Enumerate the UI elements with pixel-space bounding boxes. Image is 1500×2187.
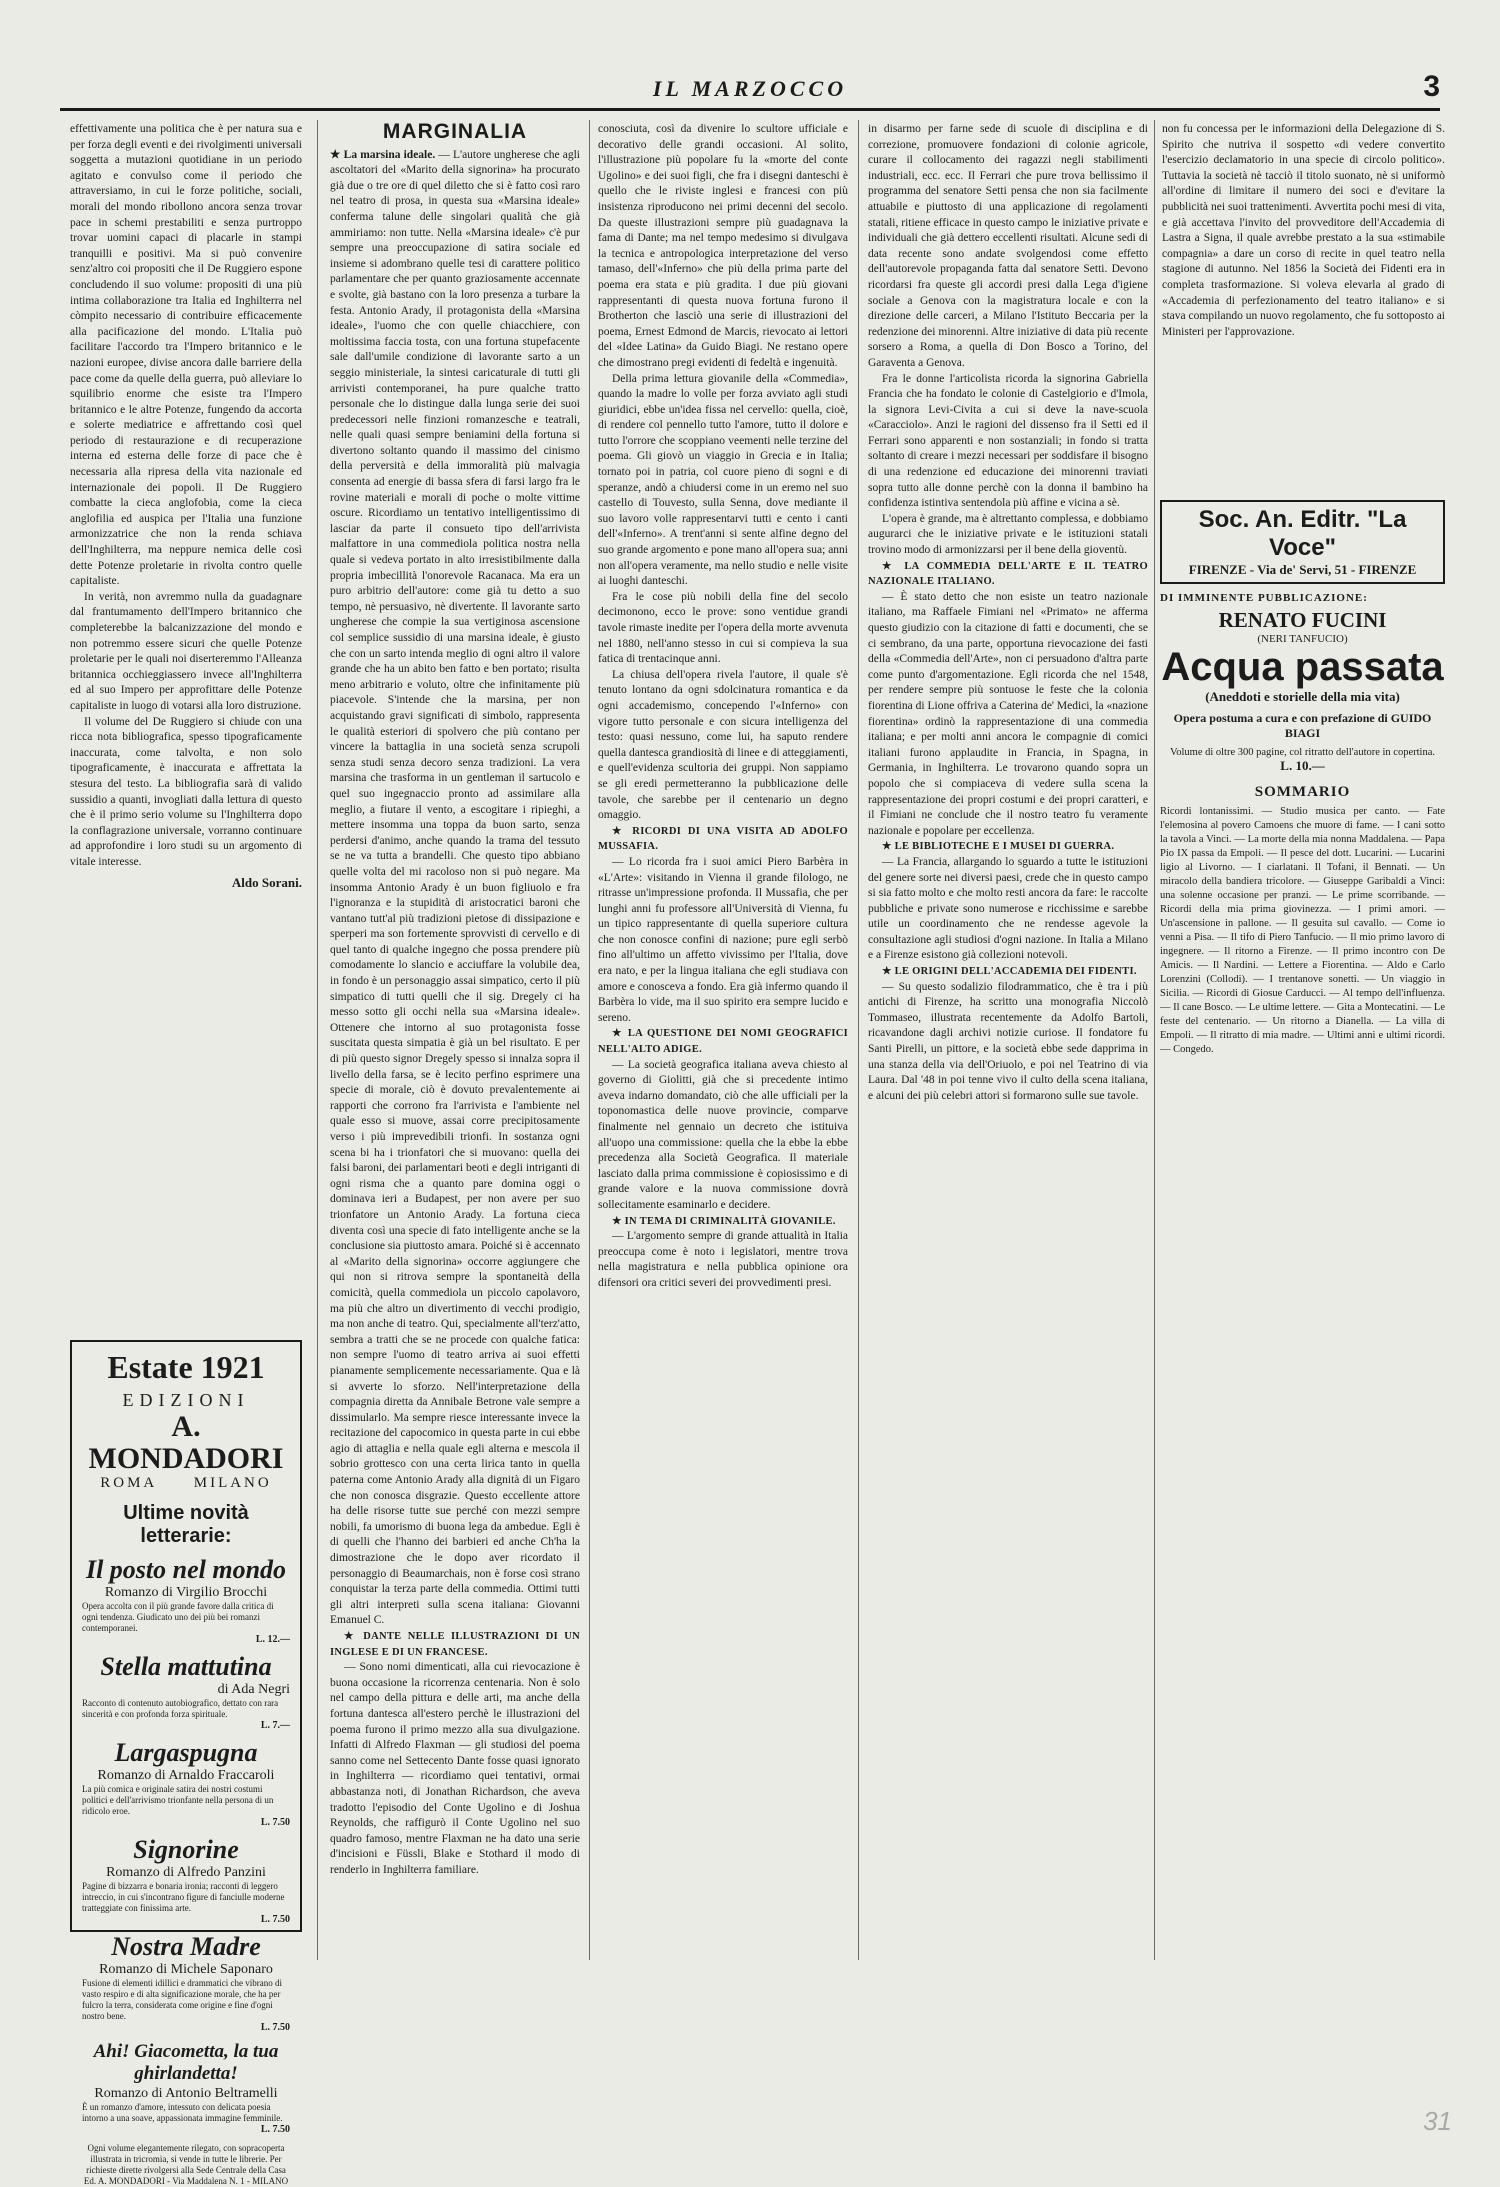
book-desc: Racconto di contenuto autobiografico, dettato con rara sincerità e con profonda forza spirituale.: [82, 1698, 279, 1719]
ad-forthcoming: DI IMMINENTE PUBBLICAZIONE:: [1160, 592, 1368, 604]
book-author: Romanzo di Alfredo Panzini: [106, 1865, 266, 1880]
article-paragraph: La chiusa dell'opera rivela l'autore, il quale s'è tenuto lontano da ogni sdolcinatura romantica e da ogni accademismo, concependo l'«Inferno» con vigore tutto personale e con sicura intelligenza del testo: quasi nessuno, come lui, ha saputo rendere quella dantesca grandiosità di linee e di atteggiamenti, e quell'evidenza scultoria dei gruppi. Non sappiamo se gli eredi permetteranno la pubblicazione delle tavole, che sarebbe per il centenario un degno omaggio.: [598, 668, 848, 822]
book-price: L. 7.50: [260, 1914, 290, 1925]
article-paragraph: L'opera è grande, ma è altrettanto complessa, e dobbiamo augurarci che le iniziative private e le istituzioni statali trovino modo di armonizzarsi per il bene della gioventù.: [868, 512, 1148, 557]
archive-stamp: 31: [1423, 2106, 1452, 2136]
article-paragraph: — L'autore ungherese che agli ascoltatori del «Marito della signorina» ha procurato già due o tre ore di quel diletto che si è fatto così raro nel teatro di prosa, in questa sua «Marsina ideale» conferma talune delle singolari qualità che già ammiriamo: non tutte. Nella «Marsina ideale» c'è pur sempre una preoccupazione di satira sociale ed insieme si adombrano quelle tesi di carattere politico parlamentare che per quanto graziosamente accennate e svolte, già bastano con la loro presenza a turbare la festa. Antonio Arady, il protagonista della «Marsina ideale», l'uomo che con quelle chiacchiere, con moltissima faccia tosta, con una fortuna stupefacente sale dall'umile condizione di lavorante sarto a un seggio ministeriale, la sintesi caricaturale di tutti gli arrivisti contemporanei, ha pure qualche tratto personale che lo distingue dalla lunga serie dei suoi predecessori nelle finzioni romanzesche e teatrali, nelle quali quasi sempre beniamini della fortuna si divertono soltanto quando il massimo del cinismo della perversità e della immoralità più malvagia consenta ad energie di bassa sfera di farsi largo fra le rovine materiali e morali di poche o molte vittime oscure. Ricordiamo un tentativo intelligentissimo di lasciar da parte il consueto tipo dell'arrivista malfattore in una commediola politica nostra nella quale si vedeva portato in alto irresistibilmente dalla propria imbecillità l'onorevole Racanaca. Ma era un puro arbitrio dell'autore: come già tu detto a suo tempo, nè persuasivo, nè divertente. Il lavorante sarto ungherese che compie la sua vertiginosa ascensione col semplice sussidio di una marsina ideale, è giusto che con un sarto intenda meglio di ogni altro il valore grande che ha un abito ben fatto e ben portato; risulta meno arbitrario e voluto, oltre che infinitamente più piacevole. S'intende che la marsina, per non acquistando gravi significati di simbolo, rappresenta le qualità esteriori di spolvero che più contano per vincere la battaglia in una società senza scrupoli senza studi senza decoro senza tradizioni. La vera marsina che trasforma in un gentleman il sartucolo e quel suo ingegnaccio pronto ad assimilare alla meglio, a fiutare il vento, a escogitare i ripieghi, a mettere insomma una toppa da buon sarto, senza perdersi d'animo, anche quando la trama del tessuto se ne va tutta a brandelli. Che questo tipo abbiano quelle volta del mi racoloso non si può negare. Ma insomma Antonio Arady è un buon figliuolo e fra l'ignoranza e la stupidità di aristocratici baroni che vantano tutt'al più tradizioni pietose di dissipazione e sperperi ma son fortemente sprovvisti di cervello e di quel tanto di qualche ingegno che possa prendere più comodamente lo slancio e acciuffare la volubile dea, in fondo è un personaggio assai simpatico, certo il più simpatico di tutti quelli che il sig. Dregely ci ha messo sotto gli occhi nella sua «Marsina ideale». Ottenere che intorno al suo protagonista fosse suscitata questa simpatia è già un bel risultato. E per di più questo signor Dregely spesso si innalza sopra il livello della farsa, se è lecito perfino esprimere una specie di morale, ciò è dovuto prevalentemente ai rapporti che corrono fra l'arrivista e l'ambiente nel quale esso si muove, assai corre precipitosamente verso i più imprevedibili trionfi. In sostanza ogni scena bi ha i trionfatori che si muovano: quella dei falsi baroni, dei parlamentari beoti e degli intriganti di ogni risma che a quanto pare domina oggi o dominava ieri a Budapest, per non avere per suo trionfatore un Antonio Arady. La fortuna cieca diventa così una specie di fato intelligente anche se la conclusione sia piuttosto amara. Poiché si è accennato al «Marito della signorina» occorre aggiungere che qui non si ritrova sempre la spontaneità della comicità, quella commediola un piccolo capolavoro, ma più che altro un divertimento di vecchi prodigio, ma non anche di teatro. Qui, specialmente all'terz'atto, sembra a tratti che se ne procede con qualche fatica: non sempre l'uomo di teatro arriva ai suoi effetti pianamente semplicemente necessariamente. Qua e là si avverte lo sforzo. Nell'interpretazione della compagnia diretta da Annibale Betrone vale sempre a dissimularlo. Ma sempre riesce interessante invece la recitazione del capocomico in questa parte in cui ebbe agio di attaglia e nella quale egli alterna e mescola il sobrio grottesco con una certa lirica tanto in quella paterna come Antonio Arady alla dignità di un Figaro che non conosca disgrazie. Questo eccellente attore ha delle risorse tutte sue perché con mezzi sempre nobili, fa umorismo di buona lega da ambedue. Egli è di quelli che l'hanno dei barbieri ed anche Ch'ha la dimostrazione che le dopo aver ricordato il personaggio di Beaumarchais, non è forse così strano conquistar la terza parte della commedia. Ottimi tutti gli altri interpreti sulla scena italiana: Giovanni Emanuel C.: [330, 148, 580, 1627]
column-3: [598, 122, 848, 1952]
column-divider: [858, 120, 859, 1960]
ad-company: Soc. An. Editr. "La Voce": [1198, 506, 1407, 561]
news-headline: ★ DANTE NELLE ILLUSTRAZIONI DI UN INGLESE E DI UN FRANCESE.: [330, 1631, 580, 1658]
column-1: [70, 122, 302, 1330]
ad-sommario-text: Ricordi lontanissimi. — Studio musica per canto. — Fate l'elemosina al povero Camoens che muore di fame. — I cani sotto la tavola a Vinci. — La morte della mia nonna Maddalena. — Papa Pio IX passa da Empoli. — Il pesce del dott. Lucarini. — Lucarini ligio al Livorno. — I ciarlatani. Il Tofani, il Bennati. — Un miracolo della bandiera tricolore. — Giuseppe Garibaldi a Vinci: una solenne occasione per pranzi. — Le prime scorribande. — Ricordi della mia prima giovinezza. — I primi amori. — Un'ascensione in pallone. — Il gesuita sul cavallo. — Come io venni a Pisa. — Il tifo di Piero Tanfucio. — Il mio primo lavoro di ingegnere. — Il ritorno a Firenze. — Il primo incontro con De Amicis. — Il Nardini. — Lettere a Fiorentina. — Aldo e Carlo Lorenzini (Collodi). — I trentanove sonetti. — Un viaggio in Sicilia. — Ricordi di Giosue Carducci. — Al tempo dell'influenza. — Il cane Bosco. — Le ultime lettere. — Gita a Montecatini. — Le feste del centenario. — Un ritorno a Dianella. — La villa di Empoli. — Il ritratto di mia madre. — Ultimi anni e ultimi ricordi. — Congedo.: [1160, 806, 1445, 1055]
book-author: Romanzo di Antonio Beltramelli: [94, 2086, 278, 2101]
ad-author: RENATO FUCINI: [1218, 608, 1387, 632]
page-header: [60, 70, 1440, 110]
news-text: — La società geografica italiana aveva chiesto al governo di Giolitti, già che si precedente intimo aveva indarno domandato, ciò che alle ufficiali per la toponomastica delle nuove provincie, comparve finalmente nel gennaio un decreto che istituiva all'uopo una commissione: quella che la ebbe la ebbe precedenza alla Società Geografica. Il materiale lasciato dalla prima commissione è copiosissimo e di grande valore e la nuova commissione dovrà sollecitamente esaminarlo e decidere.: [598, 1058, 848, 1211]
ad-edizioni: EDIZIONI: [122, 1390, 250, 1410]
ad-publisher: A. MONDADORI: [88, 1410, 284, 1475]
ad-volume-note: Volume di oltre 300 pagine, col ritratto dell'autore in copertina.: [1170, 747, 1435, 758]
ad-cities: [82, 1475, 290, 1492]
city-right: MILANO: [193, 1475, 272, 1491]
book-title: Signorine: [133, 1835, 239, 1864]
article-paragraph: In verità, non avremmo nulla da guadagnare dal frantumamento dell'Impero britannico che completerebbe la balcanizzazione del mondo e non potremmo essere sicuri che quelle Potenze proletarie per le quali noi diserteremmo l'Alleanza britannica occhieggiassero invece all'Inghilterra ed al suo Impero per approfittare delle Potenze capitaliste in luogo di votarsi alla loro distruzione.: [70, 590, 302, 712]
news-headline: ★ LE ORIGINI DELL'ACCADEMIA DEI FIDENTI.: [882, 966, 1137, 978]
news-text: — Lo ricorda fra i suoi amici Piero Barbèra in «L'Arte»: visitando in Vienna il grande filologo, ne ritrasse un'impressione profonda. Il Mussafia, che per lunghi anni fu professore all'Università di Vienna, fu un tipico rappresentante di quella superiore cultura che non conosce confini di nazione; pure egli serbò fino all'ultimo un affetto vivissimo per l'Italia, dove era nato, e per la lingua italiana che egli studiava con amore e conosceva a fondo. Era già infermo quando il Barbèra lo vide, ma il suo spirito era sempre lucido e sereno.: [598, 855, 848, 1024]
book-price: L. 7.50: [260, 2022, 290, 2033]
book-price: L. 12.—: [255, 1634, 290, 1645]
book-desc: Opera accolta con il più grande favore dalla critica di ogni tendenza. Giudicato uno dei più bei romanzi contemporanei.: [82, 1601, 274, 1633]
header-rule: [60, 108, 1440, 111]
column-divider: [317, 120, 318, 1960]
news-headline: ★ RICORDI DI UNA VISITA AD ADOLFO MUSSAFIA.: [598, 825, 848, 853]
column-divider: [1154, 120, 1155, 1960]
ad-book-subtitle: (Aneddoti e storielle della mia vita): [1205, 689, 1400, 704]
page-number: 3: [1423, 70, 1440, 103]
book-desc: È un romanzo d'amore, intessuto con delicata poesia intorno a una soave, appassionata immagine femminile.: [82, 2102, 283, 2123]
book-title: Nostra Madre: [111, 1932, 261, 1961]
ad-address: FIRENZE - Via de' Servi, 51 - FIRENZE: [1188, 562, 1417, 577]
ad-book: [82, 2041, 290, 2135]
book-author: Romanzo di Arnaldo Fraccaroli: [97, 1768, 275, 1783]
article-paragraph: Fra le donne l'articolista ricorda la signorina Gabriella Francia che ha fondato le colonie di Castelgiorio e d'Imola, la signora Levi-Civita a cui si deve la nave-scuola «Caracciolo». Anzi le ragioni del dissenso fra il Setti ed il Ferrari sono apparenti e non sostanziali; in fondo si tratta soltanto di creare i mezzi necessari per soddisfare il bisogno di una redenzione ed educazione dei minorenni traviati sopra tutto alle donne perchè con la donna il bambino ha confidenza istintiva sentendola più affine e vicina a sè.: [868, 372, 1148, 510]
ad-book: [82, 1836, 290, 1925]
ad-headline: Estate 1921: [107, 1349, 265, 1385]
la-voce-advertisement: [1160, 500, 1445, 1940]
book-author: Romanzo di Michele Saponaro: [99, 1962, 273, 1977]
article-paragraph: Fra le cose più nobili della fine del secolo decimonono, ecco le prove: sono ventidue grandi tavole rimaste inedite per l'opera della morte avvenuta nel 1880, nell'anno stesso in cui si compieva la sua fatica di trentacinque anni.: [598, 590, 848, 666]
news-text: — L'argomento sempre di grande attualità in Italia preoccupa come è noto i legislatori, mentre trova nella magistratura e nella pubblica opinione ora difensori ora critici severi dei provvedimenti presi.: [598, 1230, 848, 1289]
book-price: L. 7.50: [260, 1817, 290, 1828]
ad-price: L. 10.—: [1280, 758, 1325, 773]
book-desc: Fusione di elementi idillici e drammatici che vibrano di vasto respiro e di alta significazione morale, che ha per fulcro la terra, considerata come origine e fine d'ogni nostro bene.: [82, 1978, 282, 2021]
ad-publisher-box: [1160, 500, 1445, 584]
book-title: Stella mattutina: [100, 1652, 272, 1681]
news-text: — Su questo sodalizio filodrammatico, che è tra i più antichi di Firenze, ha scritto una monografia Niccolò Tommaseo, illustrata recentemente da Adolfo Bartoli, ricavandone dagli archivi notizie curiose. Il fondatore fu Santi Pirelli, un pittore, e la società ebbe sede dapprima in una stanza della via dell'Oriuolo, e poi nel Teatrino di via Laura. Dal '48 in poi tenne vivo il culto della scena italiana, e alcuni dei più celebri attori si formarono sulle sue tavole.: [868, 980, 1148, 1102]
news-headline: ★ LA COMMEDIA DELL'ARTE E IL TEATRO NAZIONALE ITALIANO.: [868, 560, 1148, 588]
book-desc: Pagine di bizzarra e bonaria ironia; racconti di leggero intreccio, in cui s'incontrano figure di fanciulle moderne tratteggiate con finissima arte.: [82, 1881, 285, 1913]
mondadori-advertisement: [70, 1340, 302, 2186]
book-price: L. 7.50: [260, 2124, 290, 2135]
news-headline: ★ LE BIBLIOTECHE E I MUSEI DI GUERRA.: [882, 841, 1115, 853]
book-title: Largaspugna: [114, 1738, 258, 1767]
book-desc: La più comica e originale satira dei nostri costumi politici e dell'arrivismo trionfante nella persona di un ridicolo eroe.: [82, 1784, 274, 1816]
book-price: L. 7.—: [260, 1720, 290, 1731]
ad-book: [82, 1653, 290, 1731]
ad-opera-note: Opera postuma a cura e con prefazione di GUIDO BIAGI: [1173, 711, 1432, 740]
column-divider: [589, 120, 590, 1960]
news-text: — Sono nomi dimenticati, alla cui rievocazione è buona occasione la ricorrenza centenaria. Non è solo nel campo della pittura e delle arti, ma anche della fortuna dantesca all'estero perchè le illustrazioni del poema furono il primo mezzo alla sua divulgazione. Infatti di Alfredo Flaxman — gli studiosi del poema sanno come nel Settecento Dante fosse quasi ignorato in Inghilterra — ricordiamo quei tentativi, ormai abbastanza noti, di Jonathan Richardson, che aveva tradotto l'episodio del Conte Ugolino e di Joshua Reynolds, che raffigurò il Conte Ugolino nel suo quadro famoso, mentre Flaxman ne ha dato una serie d'incisioni e Füssli, Blake e Stothard il modo di renderlo in Inghilterra familiare.: [330, 1661, 580, 1876]
ad-ultime: Ultime novità letterarie:: [123, 1502, 249, 1547]
news-headline: ★ IN TEMA DI CRIMINALITÀ GIOVANILE.: [612, 1215, 836, 1227]
ad-book-title: Acqua passata: [1161, 645, 1444, 689]
news-text: — La Francia, allargando lo sguardo a tutte le istituzioni del genere sorte nei diversi paesi, crede che in questo campo si sia fatto molto e che molto resti ancora da fare: le raccolte pubbliche e private sono numerose e ricchissime e sarebbe utile un coordinamento che ne rendesse agevole la consultazione agli studiosi d'ogni nazione. In Italia a Milano e a Firenze esistono già collezioni notevoli.: [868, 855, 1148, 962]
newspaper-title: IL MARZOCCO: [652, 76, 848, 101]
ad-book: [82, 1556, 290, 1645]
column-5: [1162, 122, 1445, 488]
article-byline: Aldo Sorani.: [231, 874, 302, 890]
city-left: ROMA: [100, 1475, 158, 1491]
ad-book: [82, 1739, 290, 1828]
ad-footer: Ogni volume elegantemente rilegato, con sopracoperta illustrata in tricromia, si vende in tutte le librerie. Per richieste dirette rivolgersi alla Sede Centrale della Casa Ed. A. MONDADORI - Via Maddalena N. 1 - MILANO: [83, 2143, 289, 2186]
book-author: Romanzo di Virgilio Brocchi: [104, 1585, 268, 1600]
ad-book: [82, 1933, 290, 2033]
ad-sommario-heading: SOMMARIO: [1254, 784, 1351, 800]
column-2: [330, 122, 580, 1942]
ad-author-alias: (NERI TANFUCIO): [1257, 633, 1348, 645]
article-paragraph: effettivamente una politica che è per natura sua e per forza degli eventi e dei rivolgimenti universali soggetta a mutazioni quotidiane in un periodo agitato e convulso come il periodo che attraversiamo, in cui le forze politiche, sociali, morali del mondo ribollono ancora senza trovar pace in schemi prestabiliti e senza purtroppo trovar uomini capaci di placarle in stampi tranquilli e positivi. Ma si può convenire senz'altro coi propositi che il De Ruggiero espone concludendo il suo volume: propositi di una più intima collaborazione tra Italia ed Inghilterra nel còmpito necessario di contribuire efficacemente alla pacificazione del mondo. L'Italia può facilitare l'accordo tra l'Impero britannico e le nazioni europee, divise ancora dalle barriere della pace come da quelle della guerra, può alleviare lo squilibrio enorme che esiste tra l'Impero britannico e le altre Potenze, fungendo da accorta e solerte mediatrice e affrettando così quel periodo di restaurazione e di recuperazione interna ed esterna delle forze di pace che è necessaria alla ripresa della vita nazionale ed internazionale dei popoli. Il De Ruggiero combatte la cieca anglofobia, come la cieca anglofilia ed auspica per l'Italia una funzione armonizzatrice che non la renda schiava dell'Inghilterra, ma neppure nemica delle così dette Potenze proletarie in rivolta contro quelle capitaliste.: [70, 123, 302, 588]
news-text: — È stato detto che non esiste un teatro nazionale italiano, ma Raffaele Fimiani nel «Primato» ne afferma questo giudizio con la citazione di fatti e documenti, che se ci sembrano, da una parte, opportuna rievocazione dei fasti della «Commedia dell'Arte», non ci persuadono d'altra parte come punto d'argomentazione. Egli ricorda che nel 1548, per rendere sempre più sontuose le feste che la colonia fiorentina di Lione offriva a Caterina de' Medici, la «nazione fiorentina» ordinò la rappresentazione di una commedia italiana; e per molti anni ancora le compagnie di comici italiani furono applaudite in Francia, in Spagna, in Germania, in Inghilterra. Le trovarono quando sopra un popolo che si compiaceva di vedere sulla scena la rappresentazione dei propri costumi e dei propri caratteri, e il Fimiani ne conclude che il nostro teatro fu veramente nazionale e popolare per eccellenza.: [868, 590, 1148, 837]
article-subhead: ★ La marsina ideale.: [330, 148, 436, 161]
article-paragraph: conosciuta, così da divenire lo scultore ufficiale e decorativo delle grandi occasioni. Al solito, l'illustrazione più popolare fu la «morte del conte Ugolino» e dei suoi figli, che fra i disegni danteschi è quello che le riviste inglesi e francesi con più insistenza riproducono nei primi decenni del secolo. Da queste illustrazioni sempre più guadagnava la fama di Dante; ma nel tempo medesimo si divulgava la tecnica e antropologica interpretazione del verso tamaso, dell'«Inferno» che più della prima parte del poema era stata e più gradita. I due più giovani rappresentanti di questa nuova fortuna furono il Brotherton che lasciò una serie di illustrazioni del poema, Ernest Edmond de Marcis, rievocato ai lettori del «Idee Latina» da Guido Biagi. Ne restano opere che dimostrano pregi evidenti di fedeltà e ingenuità.: [598, 123, 848, 369]
article-paragraph: non fu concessa per le informazioni della Delegazione di S. Spirito che nutriva il sospetto «di vedere convertito l'esercizio declamatorio in una specie di circolo politico». Tuttavia la società nè tacciò il titolo suonato, nè si uniformò all'ordine di limitare il numero dei soci e d'evitare la pubblicità nei suoi trattenimenti. Avvertita pochi mesi di vita, e già accettava l'invito del provveditore dell'Accademia di Lastra a Signa, il quale avrebbe prestato a la sua «stimabile compagnia» a dare un corso di recite in quel teatro nella stagione di autunno. Nel 1856 la Società dei Fidenti era in completa trasformazione. Si voleva elevarla al grado di «Accademia di perfezionamento del teatro italiano» e si stava compilando un nuovo regolamento, che fu sottoposto ai Ministeri per l'approvazione.: [1162, 123, 1445, 338]
section-title: MARGINALIA: [382, 122, 528, 143]
column-4: [868, 122, 1148, 1952]
book-author: di Ada Negri: [217, 1682, 290, 1697]
article-paragraph: Il volume del De Ruggiero si chiude con una ricca nota bibliografica, spesso tipograficamente inaccurata, come talvolta, e non solo tipograficamente, è inaccurata e affrettata la stesura del testo. La bibliografia sarà di valido sussidio a quanti, invogliati dalla lettura di questo che è il primo serio volume su l'Inghilterra dopo la conflagrazione universale, vorranno continuare ad approfondire i loro studi su un argomento di vitale interesse.: [70, 715, 302, 868]
book-title: Il posto nel mondo: [85, 1555, 287, 1584]
article-paragraph: in disarmo per farne sede di scuole di disciplina e di correzione, promuovere fondazioni di colonie agricole, curare il collocamento dei ragazzi negli stabilimenti industriali, ecc. ecc. Il Ferrari che pure trova bellissimo il programma del senatore Setti pensa che non sia facilmente attuabile e piuttosto di una applicazione di regolamenti statali, ritiene efficace in questo campo le iniziative private e individuali che già dettero eccellenti risultati. Alcune sedi di data recente sono andate svolgendosi come effetto dell'autorevole propaganda fatta dal senatore Setti. Devono ricordarsi fra queste gli accordi presi dalla Lega d'igiene sociale a Genova con la magistratura locale e con la direzione delle carceri, a Milano l'Istituto Beccaria per la redenzione dei minorenni. Altre iniziative di data più recente sorsero a Roma, a quella di Don Bosco a Torino, del Garaventa a Genova.: [868, 123, 1148, 369]
article-paragraph: Della prima lettura giovanile della «Commedia», quando la madre lo volle per forza avviato agli studi giuridici, ebbe un'idea fissa nel cervello: quella, cioè, di rendere col pennello tutto l'amore, tutto il dolore e tutto l'orrore che scoppiano veementi nelle terzine del poema. Gli giovò un viaggio in Grecia e in Italia; tornato poi in patria, col cuore pieno di sogni e di speranze, andò a chiudersi come in un eremo nel suo castello di Touvesto, sulla Senna, dove mediante il suo lavoro volle rappresentarvi tutti e cento i canti dell'«Inferno». A trent'anni si sente alfine degno del suo grande argomento e pone mano all'opera sua; anni non all'opera veramente, ma nello studio e nelle visite ai luoghi danteschi.: [598, 372, 848, 588]
book-title: Ahi! Giacometta, la tua ghirlandetta!: [93, 2041, 279, 2084]
news-headline: ★ LA QUESTIONE DEI NOMI GEOGRAFICI NELL'ALTO ADIGE.: [598, 1028, 848, 1056]
